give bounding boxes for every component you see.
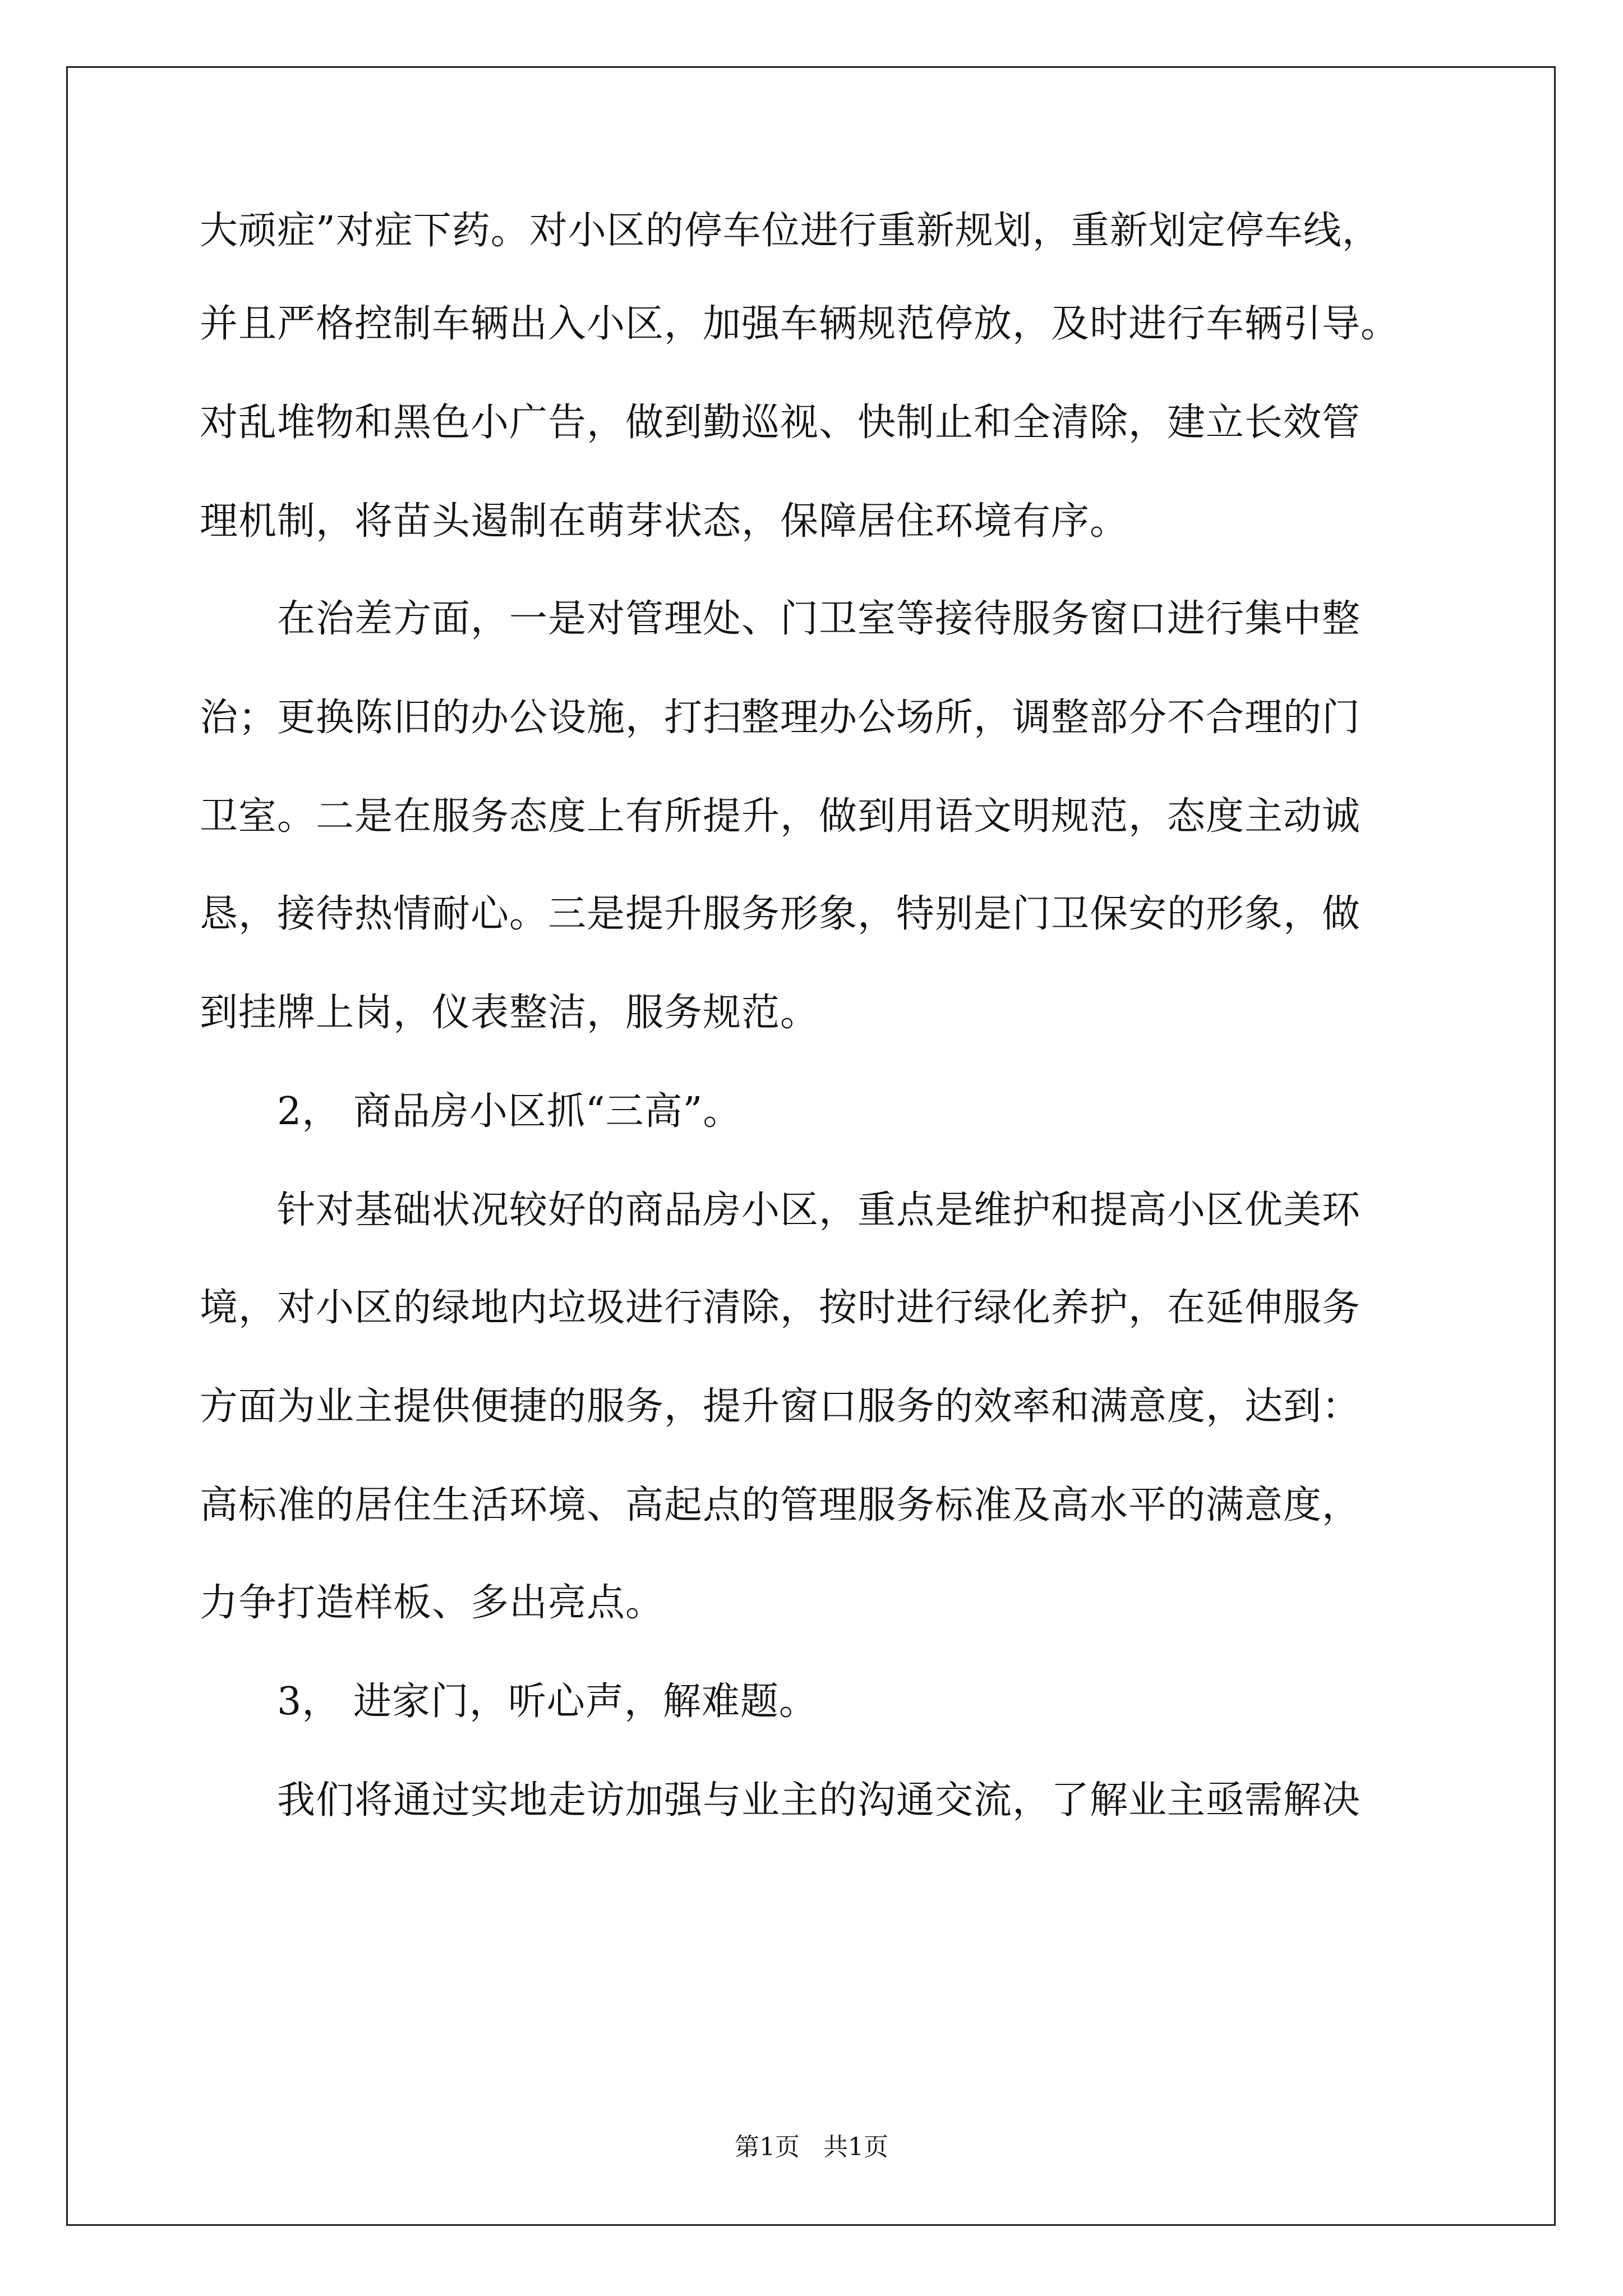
paragraph-start: 针对基础状况较好的商品房小区，重点是维护和提高小区优美环 bbox=[277, 1188, 1361, 1232]
text-line: 境，对小区的绿地内垃圾进行清除，按时进行绿化养护，在延伸服务 bbox=[200, 1286, 1361, 1330]
text-line: 卫室。二是在服务态度上有所提升，做到用语文明规范，态度主动诚 bbox=[200, 794, 1361, 839]
text-line: 方面为业主提供便捷的服务，提升窗口服务的效率和满意度，达到： bbox=[200, 1384, 1361, 1429]
text-line: 大顽症”对症下药。对小区的停车位进行重新规划，重新划定停车线， bbox=[200, 209, 1381, 253]
page-footer: 第1页 共1页 bbox=[735, 2133, 888, 2161]
text-line: 力争打造样板、多出亮点。 bbox=[200, 1581, 665, 1625]
text-line: 治；更换陈旧的办公设施，打扫整理办公场所，调整部分不合理的门 bbox=[200, 696, 1361, 740]
text-line: 高标准的居住生活环境、高起点的管理服务标准及高水平的满意度， bbox=[200, 1483, 1361, 1527]
page-border bbox=[66, 66, 1556, 2226]
section-heading: 3， 进家门，听心声，解难题。 bbox=[277, 1680, 818, 1724]
text-line: 对乱堆物和黑色小广告，做到勤巡视、快制止和全清除，建立长效管 bbox=[200, 401, 1361, 445]
section-heading: 2， 商品房小区抓“三高”。 bbox=[277, 1089, 742, 1134]
paragraph-start: 在治差方面，一是对管理处、门卫室等接待服务窗口进行集中整 bbox=[277, 597, 1361, 641]
text-line: 理机制，将苗头遏制在萌芽状态，保障居住环境有序。 bbox=[200, 499, 1129, 544]
paragraph-start: 我们将通过实地走访加强与业主的沟通交流，了解业主亟需解决 bbox=[277, 1778, 1361, 1823]
text-line: 恳，接待热情耐心。三是提升服务形象，特别是门卫保安的形象，做 bbox=[200, 892, 1361, 936]
text-line: 到挂牌上岗，仪表整洁，服务规范。 bbox=[200, 991, 819, 1035]
text-line: 并且严格控制车辆出入小区，加强车辆规范停放，及时进行车辆引导。 bbox=[200, 302, 1400, 346]
